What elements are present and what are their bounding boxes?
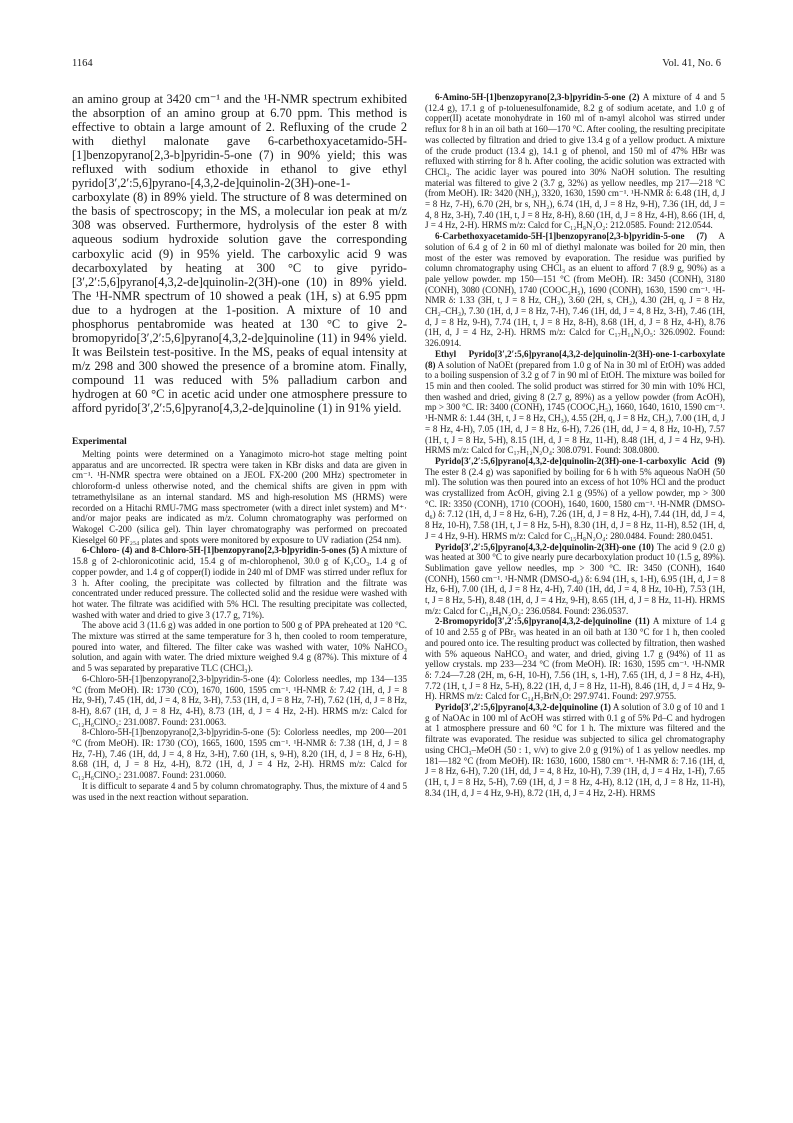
- experimental-paragraph: [72, 620, 407, 674]
- paragraph-body: A solution of 6.4 g of 2 in 60 ml of diethyl malonate was boiled for 20 min, then most of the ester was removed by evaporation. The residue was purified by column chromatography using CHCl₃ as an eluent to afford 7 (8.9 g, 90%) as a pale yellow powder. mp 150—151 °C (from MeOH). IR: 3450 (CONH), 3180 (CONH), 3080 (CONH), 1740 (COOC₂H₅), 1690 (CONH), 1630, 1590 cm⁻¹. ¹H-NMR δ: 1.33 (3H, t, J = 8 Hz, CH₃), 3.60 (2H, s, CH₂), 4.30 (2H, q, J = 8 Hz, CH₂–CH₃), 7.30 (1H, d, J = 8 Hz, 7-H), 7.46 (1H, dd, J = 4, 8 Hz, 3-H), 7.46 (1H, d, J = 8 Hz, 9-H), 7.74 (1H, t, J = 8 Hz, 8-H), 8.68 (1H, d, J = 8 Hz, 4-H), 8.76 (1H, d, J = 4 Hz, 2-H). HRMS m/z: Calcd for C₁₇H₁₄N₂O₅: 326.0902. Found: 326.0914.: [425, 231, 725, 349]
- experimental-paragraph: [72, 781, 407, 802]
- compound-title: 6-Carbethoxyacetamido-5H-[1]benzopyrano[2,3-b]pyridin-5-one (7): [435, 231, 708, 242]
- left-column: [72, 92, 407, 802]
- experimental-paragraph: [72, 449, 407, 545]
- paragraph-body: A solution of 3.0 g of 10 and 1 g of NaOAc in 100 ml of AcOH was stirred with 0.1 g of 5% Pd–C and hydrogen at 1 atmosphere pressure and 60 °C for 1 h. The mixture was filtered and the filtrate was evaporated. The residue was subjected to silica gel chromatography using CHCl₃–MeOH (50 : 1, v/v) to give 2.0 g (91%) of 1 as yellow needles. mp 181—182 °C (from MeOH). IR: 1630, 1600, 1580 cm⁻¹. ¹H-NMR δ: 7.16 (1H, d, J = 8 Hz, 6-H), 7.20 (1H, dd, J = 4, 8 Hz, 10-H), 7.39 (1H, d, J = 4 Hz, 1-H), 7.65 (1H, t, J = 8 Hz, 5-H), 7.69 (1H, d, J = 8 Hz, 4-H), 8.12 (1H, d, J = 8 Hz, 11-H), 8.34 (1H, d, J = 4 Hz, 9-H), 8.72 (1H, d, J = 4 Hz, 2-H). HRMS: [425, 702, 725, 798]
- experimental-paragraph: [425, 702, 725, 798]
- paragraph-body: Melting points were determined on a Yanagimoto micro-hot stage melting point apparatus and are uncorrected. IR spectra were taken in KBr disks and data are given in cm⁻¹. ¹H-NMR spectra were obtained on a JEOL FX-200 (200 MHz) spectrometer in chloroform-d unless otherwise noted, and the chemical shifts are given in ppm with tetramethylsilane as an internal standard. MS and high-resolution MS (HRMS) were recorded on a Hitachi RMU-7MG mass spectrometer (with a direct inlet system) and M⁺· and/or major peaks are indicated as m/z. Column chromatography was performed on Wakogel C-200 (silica gel). Thin layer chromatography was performed on precoated Kieselgel 60 PF₂₅₄ plates and spots were monitored by exposure to UV radiation (254 nm).: [72, 449, 407, 545]
- paragraph-body: The above acid 3 (11.6 g) was added in one portion to 500 g of PPA preheated at 120 °C. The mixture was stirred at the same temperature for 3 h, then cooled to room temperature, poured into water, and filtered. The filter cake was washed with water, 10% NaHCO₃ solution, and again with water. The dried mixture weighed 9.4 g (87%). This mixture of 4 and 5 was separated by preparative TLC (CHCl₃).: [72, 620, 407, 674]
- compound-title: Pyrido[3′,2′:5,6]pyrano[4,3,2-de]quinolin-2(3H)-one (10): [435, 541, 654, 552]
- compound-title: 2-Bromopyrido[3′,2′:5,6]pyrano[4,3,2-de]quinoline (11): [435, 616, 650, 627]
- paragraph-body: A mixture of 15.8 g of 2-chloronicotinic acid, 15.4 g of m-chlorophenol, 30.0 g of K₂CO₃, 1.4 g of copper powder, and 1.4 g of copper(I) iodide in 240 ml of DMF was stirred under reflux for 3 h. After cooling, the precipitate was collected by filtration and the filtrate was concentrated under reduced pressure. The collected solid and the residue were washed with hot water. The filtrate was acidified with 5% HCl. The resulting precipitate was collected, washed with water and dried to give 3 (17.7 g, 71%).: [72, 545, 408, 620]
- experimental-paragraph: [425, 456, 725, 542]
- experimental-paragraph: [425, 542, 725, 617]
- paragraph-body: The ester 8 (2.4 g) was saponified by boiling for 6 h with 5% aqueous NaOH (50 ml). The solution was then poured into an excess of hot 10% HCl and the product was crystallized from AcOH, giving 2.1 g (95%) of a yellow powder, mp > 300 °C. IR: 3350 (CONH), 1710 (COOH), 1640, 1600, 1580 cm⁻¹. ¹H-NMR (DMSO-d₆) δ: 7.12 (1H, d, J = 8 Hz, 6-H), 7.26 (1H, d, J = 8 Hz, 4-H), 7.44 (1H, dd, J = 4, 8 Hz, 10-H), 7.58 (1H, t, J = 8 Hz, 5-H), 8.30 (1H, d, J = 8 Hz, 11-H), 8.52 (1H, d, J = 4 Hz, 9-H). HRMS m/z: Calcd for C₁₅H₈N₂O₄: 280.0484. Found: 280.0451.: [425, 466, 725, 541]
- experimental-paragraph: [425, 349, 725, 456]
- experimental-paragraph: [72, 545, 407, 620]
- section-heading-experimental: Experimental: [72, 437, 127, 448]
- page-header: [72, 58, 721, 74]
- compound-title: 6-Chloro- (4) and 8-Chloro-5H-[1]benzopyrano[2,3-b]pyridin-5-ones (5): [82, 545, 359, 556]
- paragraph-body: 6-Chloro-5H-[1]benzopyrano[2,3-b]pyridin-5-one (4): Colorless needles, mp 134—135 °C (from MeOH). IR: 1730 (CO), 1670, 1600, 1595 cm⁻¹. ¹H-NMR δ: 7.42 (1H, d, J = 8 Hz, 9-H), 7.45 (1H, dd, J = 4, 8 Hz, 3-H), 7.53 (1H, d, J = 8 Hz, 7-H), 7.62 (1H, d, J = 8 Hz, 8-H), 8.67 (1H, d, J = 8 Hz, 4-H), 8.73 (1H, d, J = 4 Hz, 2-H). HRMS m/z: Calcd for C₁₂H₆ClNO₂: 231.0087. Found: 231.0063.: [72, 673, 407, 727]
- compound-title: 6-Amino-5H-[1]benzopyrano[2,3-b]pyridin-5-one (2): [435, 92, 640, 102]
- experimental-paragraph: [72, 727, 407, 781]
- paragraph-body: A solution of NaOEt (prepared from 1.0 g of Na in 30 ml of EtOH) was added to a boiling suspension of 3.2 g of 7 in 90 ml of EtOH. The mixture was boiled for 15 min and then cooled. The solid product was stirred for 30 min with 10% HCl, then washed and dried, giving 8 (2.7 g, 89%) as a yellow powder (from AcOH), mp > 300 °C. IR: 3400 (CONH), 1745 (COOC₂H₅), 1660, 1640, 1610, 1590 cm⁻¹. ¹H-NMR δ: 1.44 (3H, t, J = 8 Hz, CH₃), 4.55 (2H, q, J = 8 Hz, CH₂), 7.00 (1H, d, J = 8 Hz, 4-H), 7.05 (1H, d, J = 8 Hz, 6-H), 7.26 (1H, dd, J = 4, 8 Hz, 10-H), 7.57 (1H, t, J = 8 Hz, 5-H), 8.15 (1H, d, J = 8 Hz, 11-H), 8.48 (1H, d, J = 4 Hz, 9-H). HRMS m/z: Calcd for C₁₇H₁₂N₂O₄: 308.0791. Found: 308.0800.: [425, 359, 725, 456]
- paragraph-body: The acid 9 (2.0 g) was heated at 300 °C to give nearly pure decarboxylation product 10 (1.5 g, 89%). Sublimation gave yellow needles, mp > 300 °C. IR: 3450 (CONH), 1640 (CONH), 1560 cm⁻¹. ¹H-NMR (DMSO-d₆) δ: 6.94 (1H, s, 1-H), 6.95 (1H, d, J = 8 Hz, 6-H), 7.00 (1H, d, J = 8 Hz, 4-H), 7.40 (1H, dd, J = 4, 8 Hz, 10-H), 7.53 (1H, t, J = 8 Hz, 5-H), 8.48 (1H, d, J = 4 Hz, 9-H), 8.65 (1H, d, J = 8 Hz, 11-H). HRMS m/z: Calcd for C₁₄H₈N₂O₂: 236.0584. Found: 236.0537.: [425, 541, 725, 616]
- results-discussion-text: an amino group at 3420 cm⁻¹ and the ¹H-NMR spectrum exhibited the absorption of an amino group at 6.70 ppm. This method is effective to obtain a large amount of 2. Refluxing of the crude 2 with diethyl malonate gave 6-carbethoxyacetamido-5H-[1]benzopyrano[2,3-b]pyridin-5-one (7) in 90% yield; this was refluxed with sodium ethoxide in ethanol to give ethyl pyrido[3′,2′:5,6]pyrano-[4,3,2-de]quinolin-2(3H)-one-1-carboxylate (8) in 89% yield. The structure of 8 was determined on the basis of spectroscopy; in the MS, a molecular ion peak at m/z 308 was observed. Furthermore, hydrolysis of the ester 8 with aqueous sodium hydroxide solution gave the corresponding carboxylic acid (9) in 95% yield. The carboxylic acid 9 was decarboxylated by heating at 300 °C to give pyrido-[3′,2′:5,6]pyrano[4,3,2-de]quinolin-2(3H)-one (10) in 89% yield. The ¹H-NMR spectrum of 10 showed a peak (1H, s) at 6.95 ppm due to a hydrogen at the 1-position. A mixture of 10 and phosphorus pentabromide was heated at 130 °C to give 2-bromopyrido[3′,2′:5,6]pyrano[4,3,2-de]quinoline (11) in 94% yield. It was Beilstein test-positive. In the MS, peaks of equal intensity at m/z 298 and 300 showed the presence of a bromine atom. Finally, compound 11 was reduced with 5% palladium carbon and hydrogen at 60 °C in acetic acid under one atmosphere pressure to afford pyrido[3′,2′:5,6]pyrano[4,3,2-de]quinoline (1) in 91% yield.: [72, 92, 407, 416]
- paragraph-body: 8-Chloro-5H-[1]benzopyrano[2,3-b]pyridin-5-one (5): Colorless needles, mp 200—201 °C (from MeOH). IR: 1730 (CO), 1665, 1600, 1595 cm⁻¹. ¹H-NMR δ: 7.38 (1H, d, J = 8 Hz, 7-H), 7.46 (1H, dd, J = 4, 8 Hz, 3-H), 7.60 (1H, s, 9-H), 8.20 (1H, d, J = 8 Hz, 6-H), 8.68 (1H, d, J = 8 Hz, 4-H), 8.72 (1H, d, J = 4 Hz, 2-H). HRMS m/z: Calcd for C₁₂H₆ClNO₂: 231.0087. Found: 231.0060.: [72, 727, 407, 781]
- paragraph-body: It is difficult to separate 4 and 5 by column chromatography. Thus, the mixture of 4 and 5 was used in the next reaction without separation.: [72, 780, 407, 802]
- experimental-paragraph: [72, 674, 407, 728]
- experimental-paragraph: [425, 616, 725, 702]
- paragraph-body: A mixture of 1.4 g of 10 and 2.55 g of PBr₅ was heated in an oil bath at 130 °C for 1 h, then cooled and poured onto ice. The resulting product was collected by filtration, then washed with 5% aqueous NaHCO₃ and water, and dried, giving 1.7 g (94%) of 11 as yellow crystals. mp 233—234 °C (from MeOH). IR: 1630, 1595 cm⁻¹. ¹H-NMR δ: 7.24—7.28 (2H, m, 6-H, 10-H), 7.56 (1H, s, 1-H), 7.65 (1H, d, J = 8 Hz, 4-H), 7.72 (1H, t, J = 8 Hz, 5-H), 8.22 (1H, d, J = 8 Hz, 11-H), 8.46 (1H, d, J = 4 Hz, 9-H). HRMS m/z: Calcd for C₁₄H₇BrN₂O: 297.9741. Found: 297.9755.: [425, 616, 725, 702]
- compound-title: Pyrido[3′,2′:5,6]pyrano[4,3,2-de]quinoline (1): [435, 702, 611, 713]
- compound-title: Ethyl Pyrido[3′,2′:5,6]pyrano[4,3,2-de]quinolin-2(3H)-one-1-carboxylate (8): [425, 348, 725, 370]
- paragraph-body: A mixture of 4 and 5 (12.4 g), 17.1 g of p-toluenesulfonamide, 8.2 g of sodium acetate, and 1.0 g of copper(II) acetate monohydrate in 160 ml of n-amyl alcohol was stirred under reflux for 8 h in an oil bath at 160—170 °C. After cooling, the resulting precipitate was collected by filtration and dried to give 13.4 g of a yellow product. A mixture of the crude product (13.4 g), 14.1 g of phenol, and 150 ml of 47% HBr was refluxed with stirring for 8 h. After cooling, the acidic solution was extracted with CHCl₃. The acidic layer was poured into 30% NaOH solution. The resulting material was filtered to give 2 (3.7 g, 32%) as yellow needles, mp 217—218 °C (from MeOH). IR: 3420 (NH₂), 3320, 1630, 1590 cm⁻¹. ¹H-NMR δ: 6.48 (1H, d, J = 8 Hz, 7-H), 6.70 (2H, br s, NH₂), 6.74 (1H, d, J = 8 Hz, 9-H), 7.36 (1H, dd, J = 4, 8 Hz, 3-H), 7.40 (1H, t, J = 8 Hz, 8-H), 8.60 (1H, d, J = 8 Hz, 4-H), 8.66 (1H, d, J = 4 Hz, 2-H). HRMS m/z: Calcd for C₁₂H₈N₂O₂: 212.0585. Found: 212.0544.: [425, 92, 725, 231]
- experimental-paragraph: [425, 231, 725, 349]
- page-number: 1164: [72, 58, 93, 69]
- compound-title: Pyrido[3′,2′:5,6]pyrano[4,3,2-de]quinolin-2(3H)-one-1-carboxylic Acid (9): [435, 455, 725, 466]
- volume-issue: Vol. 41, No. 6: [662, 58, 721, 69]
- right-column: [425, 92, 725, 798]
- experimental-paragraph: [425, 92, 725, 231]
